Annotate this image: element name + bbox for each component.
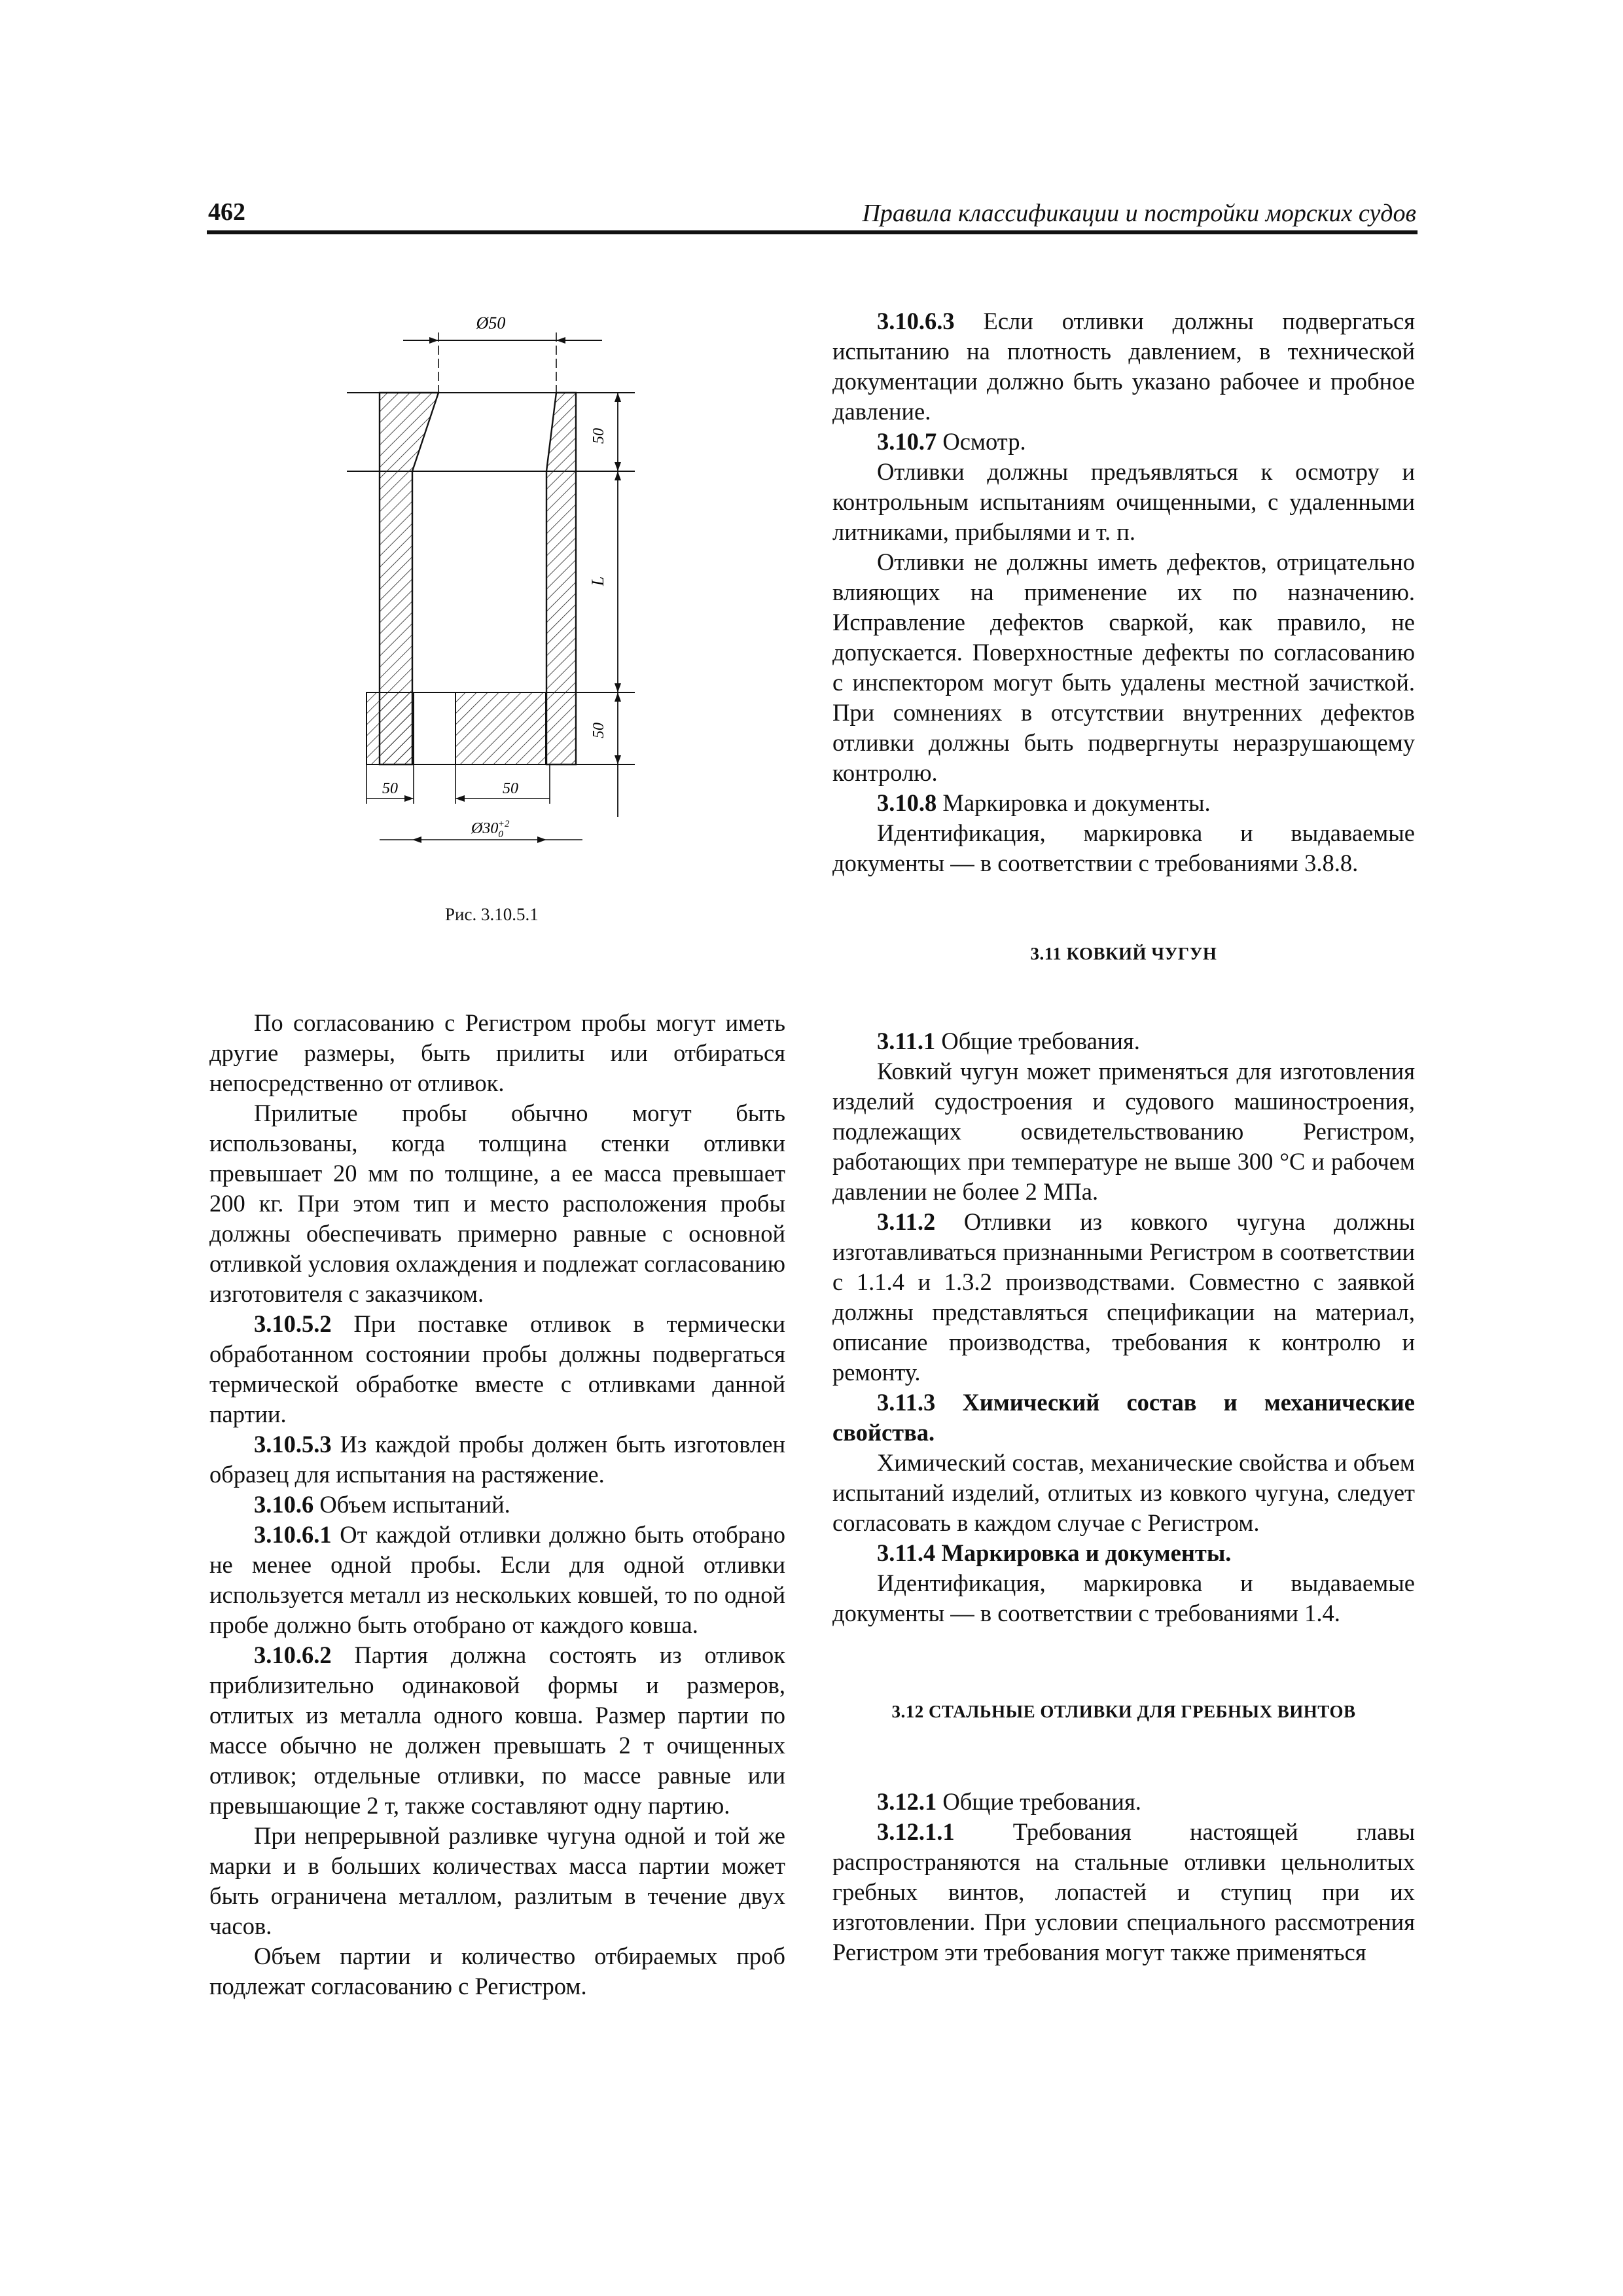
clause-number: 3.10.6.2 [254, 1641, 332, 1668]
clause-text: Отливки из ковкого чугуна должны изготавливаться признанными Регистром в соответствии с 1.1.4 и 1.3.2 производствами. Совместно с заявкой должны представляться спецификации на материал, описание производства, требования к контролю и ремонту. [832, 1208, 1415, 1386]
dim-bottom-label: Ø30 [471, 820, 499, 837]
clause-text: Если отливки должны подвергаться испытанию на плотность давлением, в технической документации должно быть указано рабочее и пробное давление. [832, 308, 1415, 425]
paragraph [832, 1026, 1415, 1056]
clause-text: Химический состав и механические свойства. [832, 1389, 1415, 1446]
clause-number: 3.10.6 [254, 1491, 314, 1518]
paragraph: При непрерывной разливке чугуна одной и той же марки и в больших количествах масса партии может быть ограничена металлом, разлитым в течение двух часов. [209, 1822, 785, 1939]
paragraph: Объем партии и количество отбираемых проб подлежат согласованию с Регистром. [209, 1943, 785, 2000]
paragraph [832, 427, 1415, 457]
clause-number: 3.11.1 [877, 1028, 936, 1054]
right-column [832, 306, 1415, 1967]
paragraph [209, 1640, 785, 1821]
paragraph: Прилитые пробы обычно могут быть использованы, когда толщина стенки отливки превышает 20 мм по толщине, а ее масса превышает 200 кг. При этом тип и место расположения пробы должны обеспечивать примерно равные с основной отливкой условия охлаждения и подлежат согласованию изготовителя с заказчиком. [209, 1100, 785, 1307]
clause-number: 3.11.4 [877, 1539, 936, 1566]
clause-text: От каждой отливки должно быть отобрано не менее одной пробы. Если для одной отливки используется металл из нескольких ковшей, то по одной пробе должно быть отобрано от каждого ковша. [209, 1521, 785, 1638]
clause-text: Общие требования. [935, 1028, 1140, 1054]
paragraph [832, 788, 1415, 818]
clause-text: Общие требования. [936, 1788, 1141, 1815]
clause-text: Из каждой пробы должен быть изготовлен образец для испытания на растяжение. [209, 1431, 785, 1488]
dim-side-bottom: 50 [590, 723, 607, 738]
paragraph [832, 1388, 1415, 1448]
dim-bottom-right-50: 50 [503, 780, 518, 797]
clause-number: 3.10.5.2 [254, 1310, 332, 1337]
left-column [209, 1008, 785, 2001]
clause-number: 3.10.6.3 [877, 308, 955, 334]
clause-number: 3.12.1.1 [877, 1818, 955, 1845]
clause-number: 3.10.6.1 [254, 1521, 332, 1548]
paragraph [832, 306, 1415, 427]
paragraph: Отливки должны предъявляться к осмотру и контрольным испытаниям очищенными, с удаленными литниками, прибылями и т. п. [832, 458, 1415, 545]
clause-number: 3.10.8 [877, 789, 937, 816]
clause-text: Объем испытаний. [313, 1491, 510, 1518]
dim-side-top: 50 [590, 428, 607, 444]
section-heading-3-12: 3.12 СТАЛЬНЫЕ ОТЛИВКИ ДЛЯ ГРЕБНЫХ ВИНТОВ [891, 1702, 1356, 1721]
dim-bottom-left-50: 50 [382, 780, 398, 797]
dim-side-L: L [588, 576, 607, 586]
dim-top-label: Ø50 [476, 314, 506, 332]
paragraph [209, 1520, 785, 1640]
clause-text: При поставке отливок в термически обработанном состоянии пробы должны подвергаться термической обработке вместе с отливками данной партии. [209, 1310, 785, 1427]
paragraph [209, 1490, 785, 1520]
clause-number: 3.11.3 [877, 1389, 936, 1416]
header-rule [207, 230, 1418, 234]
clause-number: 3.11.2 [877, 1208, 936, 1235]
figure-3-10-5-1 [340, 306, 681, 895]
clause-number: 3.10.5.3 [254, 1431, 332, 1458]
paragraph [832, 1207, 1415, 1388]
figure-caption: Рис. 3.10.5.1 [445, 905, 539, 924]
clause-number: 3.12.1 [877, 1788, 937, 1815]
clause-text: Маркировка и документы. [935, 1539, 1232, 1566]
clause-number: 3.10.7 [877, 428, 937, 455]
paragraph: Химический состав, механические свойства и объем испытаний изделий, отлитых из ковкого чугуна, следует согласовать в каждом случае с Регистром. [832, 1449, 1415, 1536]
dim-bottom-sup: +2 [497, 819, 510, 829]
dim-bottom-sub: 0 [498, 829, 503, 840]
svg-text:Ø300+2 [471, 819, 510, 840]
clause-text: Партия должна состоять из отливок приблизительно одинаковой формы и размеров, отлитых из металла одного ковша. Размер партии по массе обычно не должен превышать 2 т очищенных отливок; отдельные отливки, по массе равные или превышающие 2 т, также составляют одну партию. [209, 1641, 785, 1819]
clause-text: Требования настоящей главы распространяются на стальные отливки цельнолитых гребных винтов, лопастей и ступиц при их изготовлении. При условии специального рассмотрения Регистром эти требования могут также применяться [832, 1818, 1415, 1965]
page-number: 462 [208, 198, 245, 226]
running-header-title: Правила классификации и постройки морских судов [862, 200, 1416, 227]
paragraph: Идентификация, маркировка и выдаваемые документы — в соответствии с требованиями 3.8.8. [832, 819, 1415, 876]
paragraph [832, 1538, 1415, 1568]
paragraph [209, 1309, 785, 1429]
paragraph: По согласованию с Регистром пробы могут иметь другие размеры, быть прилиты или отбираться непосредственно от отливок. [209, 1009, 785, 1096]
paragraph [832, 1817, 1415, 1967]
paragraph: Отливки не должны иметь дефектов, отрицательно влияющих на применение их по назначению. Исправление дефектов сваркой, как правило, не допускается. Поверхностные дефекты по согласованию с инспектором могут быть удалены местной зачисткой. При сомнениях в отсутствии внутренних дефектов отливки должны быть подвергнуты неразрушающему контролю. [832, 548, 1415, 786]
paragraph [209, 1429, 785, 1490]
paragraph: Ковкий чугун может применяться для изготовления изделий судостроения и судового машиностроения, подлежащих освидетельствованию Регистром, работающих при температуре не выше 300 °С и рабочем давлении не более 2 МПа. [832, 1058, 1415, 1205]
paragraph: Идентификация, маркировка и выдаваемые документы — в соответствии с требованиями 1.4. [832, 1570, 1415, 1626]
section-heading-3-11: 3.11 КОВКИЙ ЧУГУН [1030, 944, 1217, 963]
paragraph [832, 1787, 1415, 1817]
clause-text: Осмотр. [936, 428, 1026, 455]
clause-text: Маркировка и документы. [936, 789, 1211, 816]
